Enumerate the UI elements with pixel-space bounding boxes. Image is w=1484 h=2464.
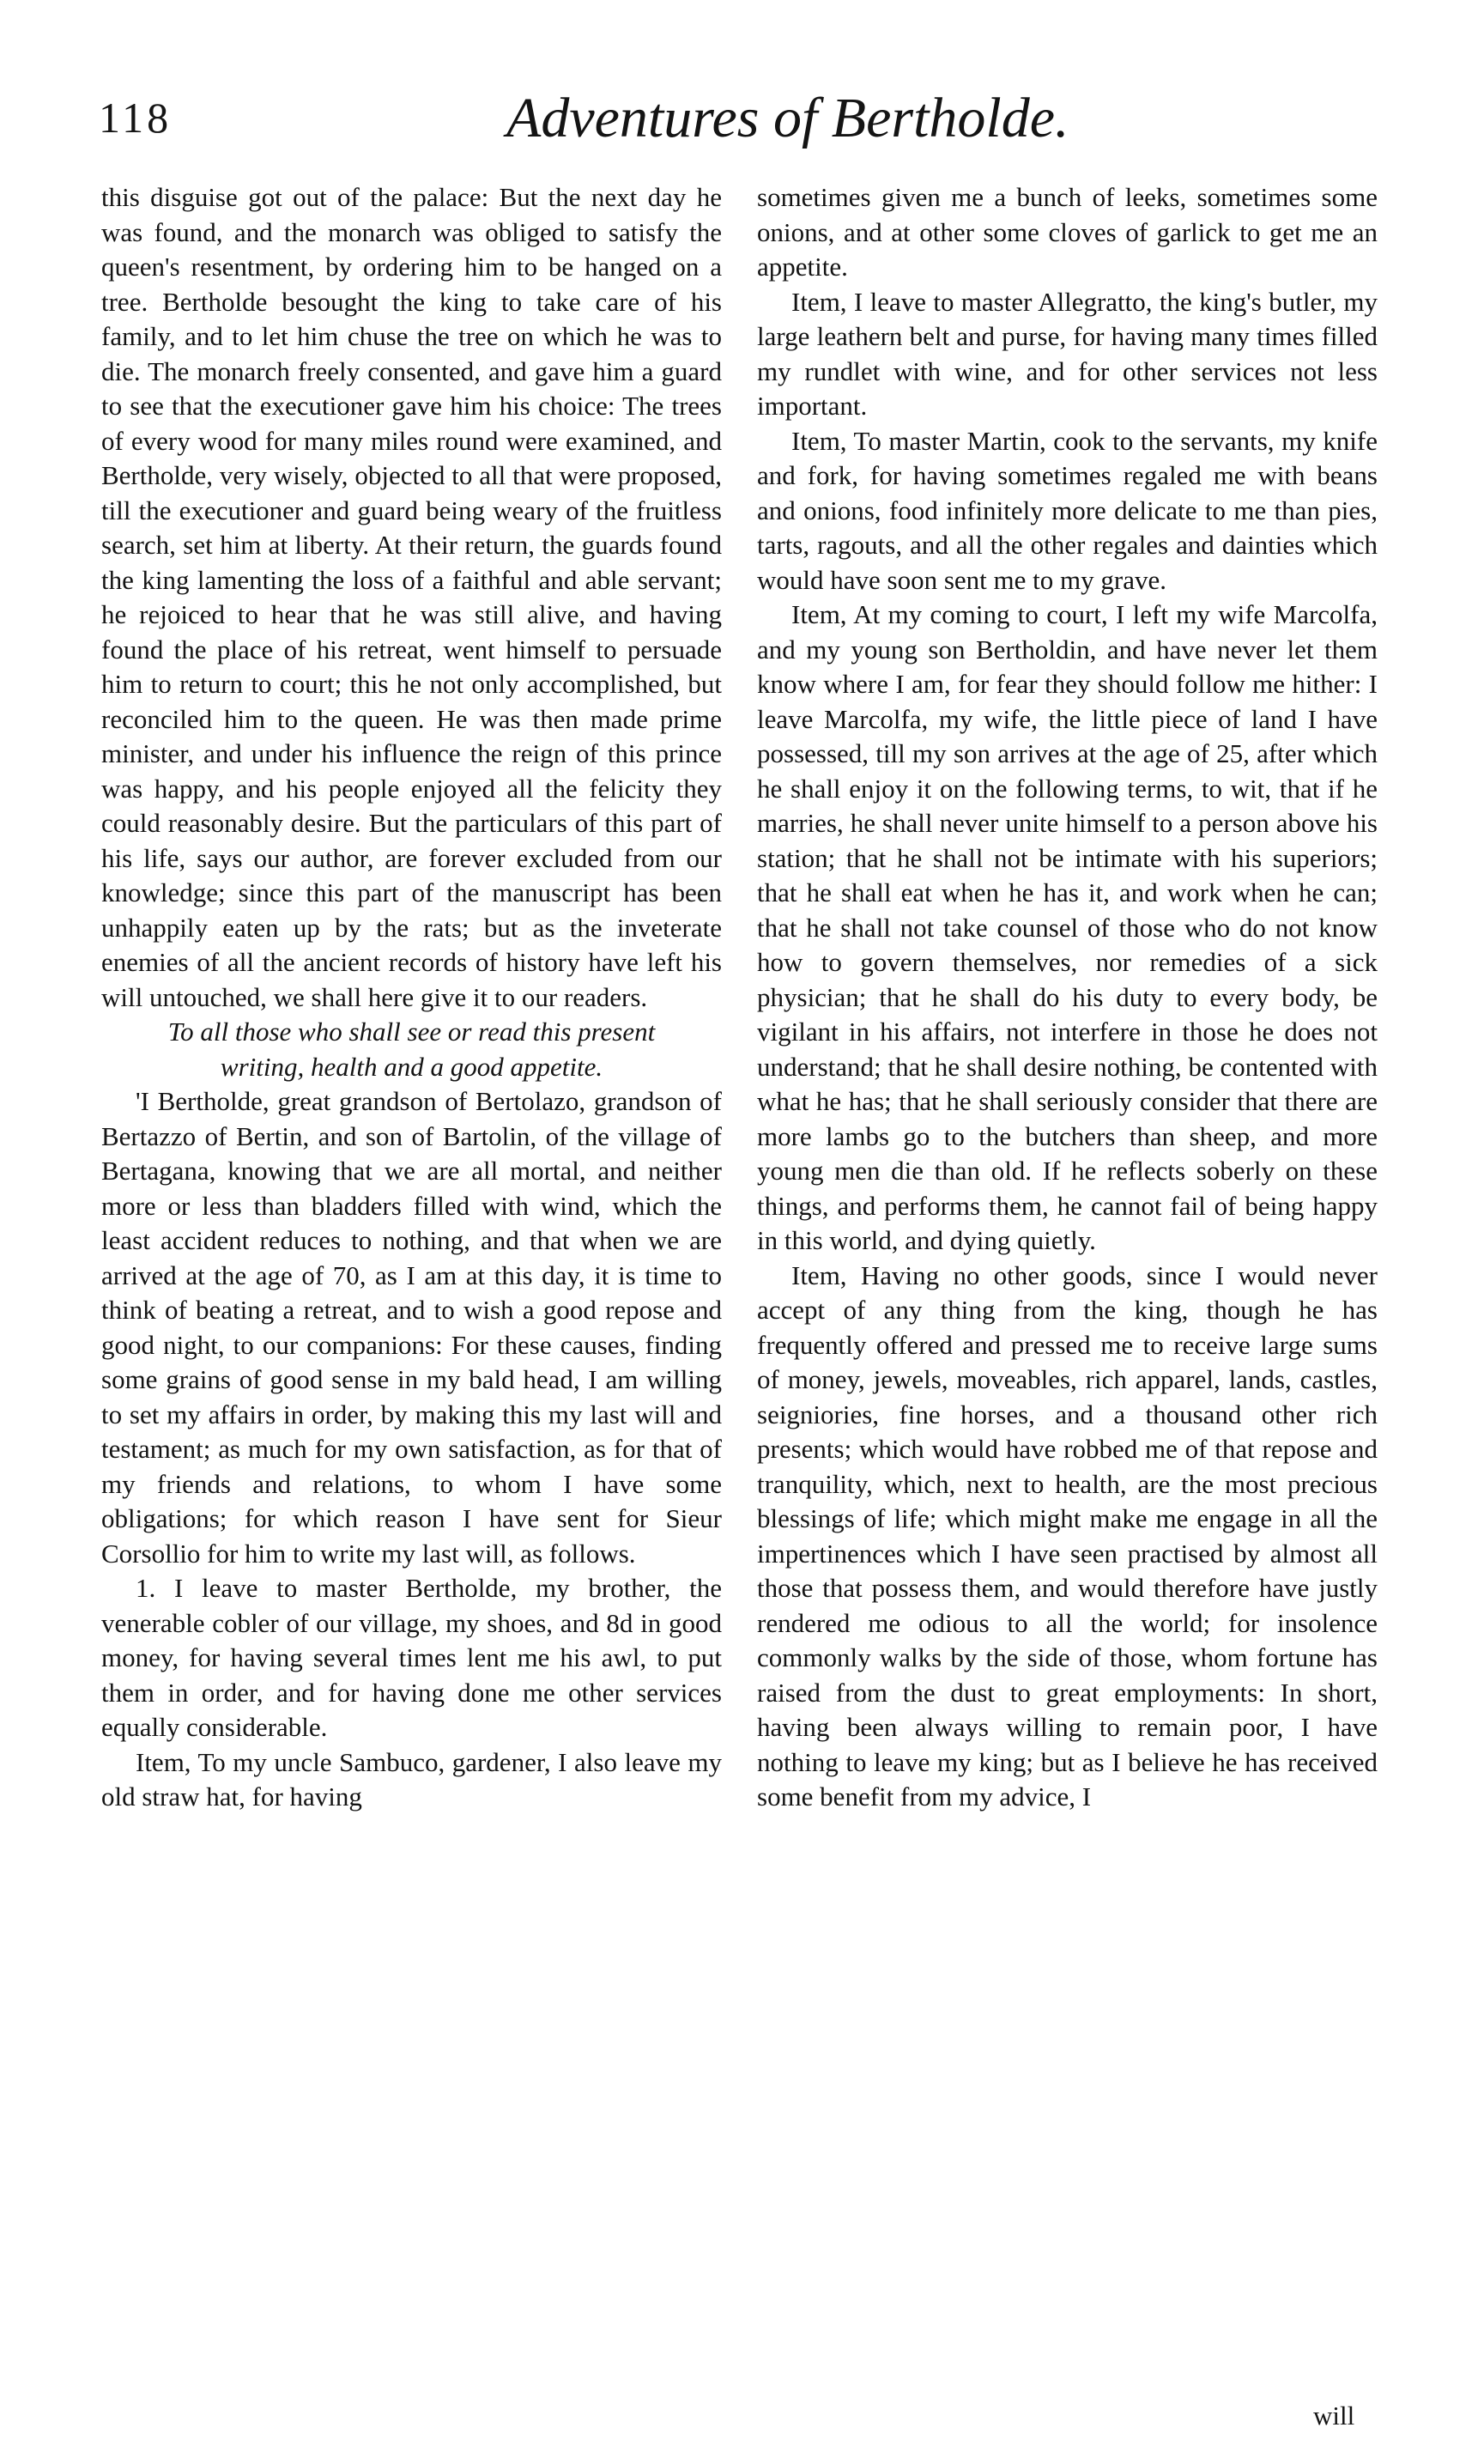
will-heading-line: writing, health and a good appetite. [220, 1051, 603, 1082]
will-heading-line: To all those who shall see or read this present [167, 1017, 656, 1047]
paragraph: Item, Having no other goods, since I would never accept of any thing from the king, though he has frequently offered and pressed me to receive large sums of money, jewels, moveables, rich apparel, lands, castles, seigniories, fine horses, and a thousand other rich presents; which would have robbed me of that repose and tranquility, which, next to health, are the most precious blessings of life; which might make me engage in all the impertinences which I have seen practised by almost all those that possess them, and would therefore have justly rendered me odious to all the world; for insolence commonly walks by the side of those, whom fortune has raised from the dust to great employments: In short, having been always willing to remain poor, I have nothing to leave my king; but as I believe he has received some benefit from my advice, I [757, 1259, 1378, 1812]
page-header [99, 86, 1386, 163]
paragraph: Item, To my uncle Sambuco, gardener, I also leave my old straw hat, for having [101, 1746, 722, 1812]
will-heading [101, 1015, 722, 1084]
paragraph: Item, To master Martin, cook to the servants, my knife and fork, for having sometimes regaled me with beans and onions, food infinitely more delicate to me than pies, tarts, ragouts, and all the other regales and dainties which would have soon sent me to my grave. [757, 425, 1378, 595]
running-head: Adventures of Bertholde. [506, 87, 1069, 149]
paragraph: 1. I leave to master Bertholde, my brother, the venerable cobler of our village, my shoes, and 8d in good money, for having several times lent me his awl, to put them in order, and for having done me other services equally considerable. [101, 1573, 722, 1742]
paragraph: 'I Bertholde, great grandson of Bertolazo, grandson of Bertazzo of Bertin, and son of Bartolin, of the village of Bertagana, knowing that we are all mortal, and neither more or less than bladders filled with wind, which the least accident reduces to nothing, and that when we are arrived at the age of 70, as I am at this day, it is time to think of beating a retreat, and to wish a good repose and good night, to our companions: For these causes, finding some grains of good sense in my bald head, I am willing to set my affairs in order, by making this my last will and testament; as much for my own satisfaction, as for that of my friends and relations, to whom I have some obligations; for which reason I have sent for Sieur Corsollio for him to write my last will, as follows. [101, 1086, 722, 1569]
page-number: 118 [99, 94, 173, 142]
paragraph: this disguise got out of the palace: But the next day he was found, and the monarch was obliged to satisfy the queen's resentment, by ordering him to be hanged on a tree. Bertholde besought the king to take care of his family, and to let him chuse the tree on which he was to die. The monarch freely consented, and gave him a guard to see that the executioner gave him his choice: The trees of every wood for many miles round were examined, and Bertholde, very wisely, objected to all that were proposed, till the executioner and guard being weary of the fruitless search, set him at liberty. At their return, the guards found the king lamenting the loss of a faithful and able servant; he rejoiced to hear that he was still alive, and having found the place of his retreat, went himself to persuade him to return to court; this he not only accomplished, but reconciled him to the queen. He was then made prime minister, and under his influence the reign of this prince was happy, and his people enjoyed all the felicity they could reasonably desire. But the particulars of this part of his life, says our author, are forever excluded from our knowledge; since this part of the manuscript has been unhappily eaten up by the rats; but as the inveterate enemies of all the ancient records of history have left his will untouched, we shall here give it to our readers. [101, 182, 722, 1012]
paragraph: Item, I leave to master Allegratto, the king's butler, my large leathern belt and purse, for having many times filled my rundlet with wine, and for other services not less important. [757, 286, 1378, 421]
right-column [757, 180, 1378, 1815]
paragraph: sometimes given me a bunch of leeks, sometimes some onions, and at other some cloves of garlick to get me an appetite. [757, 182, 1378, 282]
left-column [101, 180, 722, 1815]
paragraph: Item, At my coming to court, I left my wife Marcolfa, and my young son Bertholdin, and have never let them know where I am, for fear they should follow me hither: I leave Marcolfa, my wife, the little piece of land I have possessed, till my son arrives at the age of 25, after which he shall enjoy it on the following terms, to wit, that if he marries, he shall never unite himself to a person above his station; that he shall not be intimate with his superiors; that he shall eat when he has it, and work when he can; that he shall not take counsel of those who do not know how to govern themselves, nor remedies of a sick physician; that he shall do his duty to every body, be vigilant in his affairs, not interfere in those he does not understand; that he shall desire nothing, be contented with what he has; that he shall seriously consider that there are more lambs go to the butchers than sheep, and more young men die than old. If he reflects soberly on these things, and performs them, he cannot fail of being happy in this world, and dying quietly. [757, 599, 1378, 1255]
catchword: will [1313, 2400, 1355, 2431]
